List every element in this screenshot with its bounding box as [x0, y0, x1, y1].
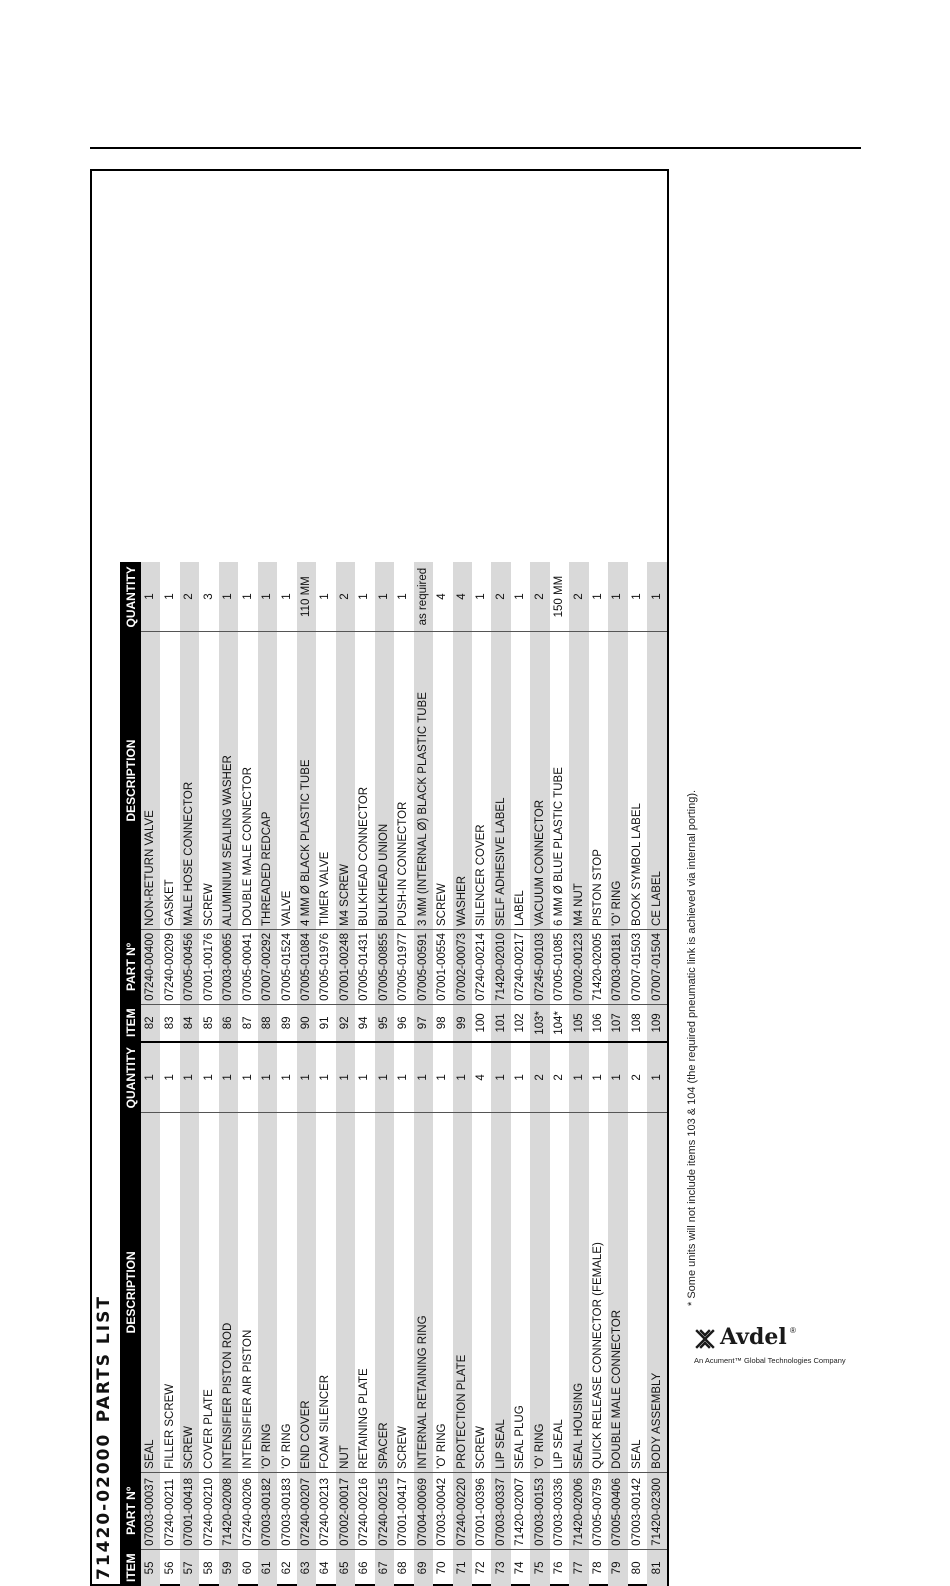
part-number-cell: 07002-00123 [569, 930, 588, 1005]
part-number-cell: 71420-02005 [589, 930, 608, 1005]
table-row [316, 1043, 335, 1586]
part-number-cell: 07005-00591 [414, 930, 433, 1005]
description-cell: BODY ASSEMBLY [647, 1112, 667, 1472]
description-cell: SELF ADHESIVE LABEL [491, 632, 510, 930]
item-cell: 62 [277, 1549, 296, 1586]
item-cell: 92 [336, 1004, 355, 1041]
quantity-cell: 2 [336, 562, 355, 631]
table-row [589, 562, 608, 1041]
table-row [628, 1043, 647, 1586]
part-number-cell: 07240-00211 [160, 1472, 179, 1549]
description-cell: 'O' RING [433, 1112, 452, 1472]
item-cell: 87 [238, 1004, 257, 1041]
item-cell: 109 [647, 1004, 667, 1041]
quantity-cell: 1 [319, 1074, 332, 1081]
part-number-cell: 07001-00418 [180, 1472, 199, 1549]
quantity-cell: 1 [453, 1043, 472, 1112]
quantity-cell: 1 [647, 1043, 667, 1112]
description-cell: SCREW [472, 1112, 491, 1472]
item-cell: 84 [180, 1004, 199, 1041]
part-number-cell: 71420-02008 [219, 1472, 238, 1549]
table-row [277, 562, 296, 1041]
description-cell: TIMER VALVE [316, 632, 335, 930]
item-cell: 100 [472, 1004, 491, 1041]
part-number-cell: 07003-00337 [491, 1472, 510, 1549]
item-cell: 106 [589, 1004, 608, 1041]
description-cell: SILENCER COVER [472, 632, 491, 930]
description-cell: 3 MM (INTERNAL Ø) BLACK PLASTIC TUBE [414, 632, 433, 930]
description-cell: SCREW [394, 1112, 413, 1472]
description-cell: LIP SEAL [550, 1112, 569, 1472]
avdel-cross-icon [694, 1328, 716, 1350]
quantity-cell: 1 [514, 1074, 527, 1081]
quantity-cell: 1 [475, 593, 488, 600]
description-cell: M4 NUT [569, 632, 588, 930]
part-number-cell: 07001-00248 [336, 930, 355, 1005]
table-row [472, 562, 491, 1041]
part-number-cell: 07005-01084 [297, 930, 316, 1005]
quantity-cell: 2 [530, 562, 549, 631]
col-item: ITEM [120, 1549, 141, 1586]
description-cell: BOOK SYMBOL LABEL [628, 632, 647, 930]
description-cell: NUT [336, 1112, 355, 1472]
quantity-cell: 1 [141, 1043, 160, 1112]
item-cell: 65 [336, 1549, 355, 1586]
part-number-cell: 07240-00213 [316, 1472, 335, 1549]
table-header [120, 1043, 141, 1586]
part-number-cell: 07007-00292 [258, 930, 277, 1005]
table-row [511, 562, 530, 1041]
quantity-cell: 1 [592, 593, 605, 600]
description-cell: 'O' RING [258, 1112, 277, 1472]
table-row [336, 1043, 355, 1586]
table-row [375, 562, 394, 1041]
table-row [491, 562, 510, 1041]
brand-logo [694, 1326, 854, 1370]
description-cell: SCREW [180, 1112, 199, 1472]
table-row [569, 562, 588, 1041]
quantity-cell: as required [414, 562, 433, 631]
table-row [297, 562, 316, 1041]
description-cell: INTENSIFIER AIR PISTON [238, 1112, 257, 1472]
part-number-cell: 07001-00554 [433, 930, 452, 1005]
part-number-cell: 07003-00336 [550, 1472, 569, 1549]
part-number-cell: 07001-00417 [394, 1472, 413, 1549]
item-cell: 56 [160, 1549, 179, 1586]
part-number-cell: 07240-00207 [297, 1472, 316, 1549]
description-cell: VALVE [277, 632, 296, 930]
table-row [433, 1043, 452, 1586]
quantity-cell: 1 [258, 1043, 277, 1112]
table-row [258, 562, 277, 1041]
table-row [433, 562, 452, 1041]
item-cell: 86 [219, 1004, 238, 1041]
table-row [550, 562, 569, 1041]
description-cell: SCREW [199, 632, 218, 930]
part-number-cell: 07002-00017 [336, 1472, 355, 1549]
item-cell: 99 [453, 1004, 472, 1041]
item-cell: 75 [530, 1549, 549, 1586]
table-row [160, 562, 179, 1041]
part-number-cell: 07240-00216 [355, 1472, 374, 1549]
table-row [569, 1043, 588, 1586]
item-cell: 64 [316, 1549, 335, 1586]
item-cell: 61 [258, 1549, 277, 1586]
part-number-cell: 07001-00396 [472, 1472, 491, 1549]
item-cell: 78 [589, 1549, 608, 1586]
part-number-cell: 07240-00210 [199, 1472, 218, 1549]
part-number-cell: 07003-00042 [433, 1472, 452, 1549]
quantity-cell: 1 [397, 1074, 410, 1081]
description-cell: MALE HOSE CONNECTOR [180, 632, 199, 930]
item-cell: 72 [472, 1549, 491, 1586]
item-cell: 59 [219, 1549, 238, 1586]
item-cell: 88 [258, 1004, 277, 1041]
item-cell: 57 [180, 1549, 199, 1586]
item-cell: 71 [453, 1549, 472, 1586]
table-row [199, 1043, 218, 1586]
item-cell: 63 [297, 1549, 316, 1586]
description-cell: DOUBLE MALE CONNECTOR [238, 632, 257, 930]
item-cell: 107 [608, 1004, 627, 1041]
page-title [94, 1295, 120, 1580]
item-cell: 70 [433, 1549, 452, 1586]
quantity-cell: 1 [358, 1074, 371, 1081]
table-row [453, 1043, 472, 1586]
col-part: PART Nº [120, 930, 141, 1005]
rows-right [141, 562, 667, 1041]
quantity-cell: 1 [514, 593, 527, 600]
quantity-cell: 2 [630, 1074, 643, 1081]
table-row [238, 562, 257, 1041]
description-cell: INTENSIFIER PISTON ROD [219, 1112, 238, 1472]
description-cell: 'O' RING [608, 632, 627, 930]
description-cell: SEAL HOUSING [569, 1112, 588, 1472]
table-row [316, 562, 335, 1041]
description-cell: SPACER [375, 1112, 394, 1472]
part-number-cell: 07005-01431 [355, 930, 374, 1005]
part-number-cell: 07003-00037 [141, 1472, 160, 1549]
table-row [336, 562, 355, 1041]
quantity-cell: 2 [180, 562, 199, 631]
quantity-cell: 1 [163, 1074, 176, 1081]
quantity-cell: 1 [414, 1043, 433, 1112]
description-cell: FOAM SILENCER [316, 1112, 335, 1472]
part-number-cell: 07003-00142 [628, 1472, 647, 1549]
description-cell: PUSH-IN CONNECTOR [394, 632, 413, 930]
quantity-cell: 1 [241, 1074, 254, 1081]
part-number-cell: 07001-00176 [199, 930, 218, 1005]
description-cell: 4 MM Ø BLACK PLASTIC TUBE [297, 632, 316, 930]
table-row [589, 1043, 608, 1586]
parts-table-right [120, 562, 667, 1041]
part-number-cell: 07240-00400 [141, 930, 160, 1005]
quantity-cell: 2 [530, 1043, 549, 1112]
item-cell: 94 [355, 1004, 374, 1041]
part-number-cell: 07240-00209 [160, 930, 179, 1005]
description-cell: CE LABEL [647, 632, 667, 930]
part-number-cell: 71420-02006 [569, 1472, 588, 1549]
part-number-cell: 07005-01085 [550, 930, 569, 1005]
quantity-cell: 2 [569, 562, 588, 631]
item-cell: 73 [491, 1549, 510, 1586]
table-header [120, 562, 141, 1041]
quantity-cell: 1 [608, 562, 627, 631]
table-row [180, 1043, 199, 1586]
col-description: DESCRIPTION [120, 1112, 141, 1472]
part-number-cell: 07003-00182 [258, 1472, 277, 1549]
part-number-cell: 07003-00153 [530, 1472, 549, 1549]
part-number-cell: 07005-01976 [316, 930, 335, 1005]
col-part: PART Nº [120, 1472, 141, 1549]
quantity-cell: 1 [608, 1043, 627, 1112]
quantity-cell: 1 [647, 562, 667, 631]
description-cell: VACUUM CONNECTOR [530, 632, 549, 930]
item-cell: 60 [238, 1549, 257, 1586]
part-number-cell: 07005-01977 [394, 930, 413, 1005]
table-row [355, 1043, 374, 1586]
part-number-cell: 07245-00103 [530, 930, 549, 1005]
quantity-cell: 1 [180, 1043, 199, 1112]
description-cell: NON-RETURN VALVE [141, 632, 160, 930]
item-cell: 97 [414, 1004, 433, 1041]
table-row [453, 562, 472, 1041]
item-cell: 55 [141, 1549, 160, 1586]
part-number-cell: 07240-00206 [238, 1472, 257, 1549]
item-cell: 77 [569, 1549, 588, 1586]
quantity-cell: 1 [319, 593, 332, 600]
item-cell: 105 [569, 1004, 588, 1041]
item-cell: 103* [530, 1004, 549, 1041]
part-number-cell: 07005-00041 [238, 930, 257, 1005]
part-number-cell: 71420-02010 [491, 930, 510, 1005]
item-cell: 68 [394, 1549, 413, 1586]
description-cell: M4 SCREW [336, 632, 355, 930]
part-number-cell: 07003-00065 [219, 930, 238, 1005]
description-cell: RETAINING PLATE [355, 1112, 374, 1472]
part-number-cell: 71420-02007 [511, 1472, 530, 1549]
item-cell: 96 [394, 1004, 413, 1041]
table-row [355, 562, 374, 1041]
description-cell: LIP SEAL [491, 1112, 510, 1472]
description-cell: END COVER [297, 1112, 316, 1472]
description-cell: QUICK RELEASE CONNECTOR (FEMALE) [589, 1112, 608, 1472]
part-number-cell: 07240-00220 [453, 1472, 472, 1549]
quantity-cell: 1 [219, 562, 238, 631]
quantity-cell: 1 [280, 1074, 293, 1081]
part-number-cell: 07005-01524 [277, 930, 296, 1005]
description-cell: SEAL PLUG [511, 1112, 530, 1472]
part-number-cell: 07240-00217 [511, 930, 530, 1005]
quantity-cell: 150 MM [553, 575, 566, 618]
table-row [550, 1043, 569, 1586]
part-number-cell: 07003-00183 [277, 1472, 296, 1549]
table-row [141, 562, 160, 1041]
quantity-cell: 1 [592, 1074, 605, 1081]
table-row [511, 1043, 530, 1586]
quantity-cell: 1 [375, 1043, 394, 1112]
part-number-cell: 07004-00069 [414, 1472, 433, 1549]
table-row [375, 1043, 394, 1586]
part-number-cell: 07005-00855 [375, 930, 394, 1005]
description-cell: PISTON STOP [589, 632, 608, 930]
description-cell: 6 MM Ø BLUE PLASTIC TUBE [550, 632, 569, 930]
part-number-cell: 07002-00073 [453, 930, 472, 1005]
item-cell: 82 [141, 1004, 160, 1041]
part-number-cell: 07007-01503 [628, 930, 647, 1005]
quantity-cell: 2 [491, 562, 510, 631]
description-cell: THREADED REDCAP [258, 632, 277, 930]
rows-left [141, 1043, 667, 1586]
description-cell: ALUMINIUM SEALING WASHER [219, 632, 238, 930]
table-row [394, 1043, 413, 1586]
quantity-cell: 1 [219, 1043, 238, 1112]
part-number-cell: 07240-00215 [375, 1472, 394, 1549]
table-row [141, 1043, 160, 1586]
table-row [472, 1043, 491, 1586]
item-cell: 90 [297, 1004, 316, 1041]
item-cell: 58 [199, 1549, 218, 1586]
description-cell: SEAL [628, 1112, 647, 1472]
quantity-cell: 1 [202, 1074, 215, 1081]
col-description: DESCRIPTION [120, 632, 141, 930]
part-number-cell: 07007-01504 [647, 930, 667, 1005]
table-row [394, 562, 413, 1041]
table-row [530, 562, 549, 1041]
item-cell: 66 [355, 1549, 374, 1586]
description-cell: BULKHEAD UNION [375, 632, 394, 930]
quantity-cell: 110 MM [297, 562, 316, 631]
item-cell: 102 [511, 1004, 530, 1041]
logo-name: Avdel [720, 1324, 787, 1350]
table-row [258, 1043, 277, 1586]
title-text: PARTS LIST [94, 1295, 114, 1423]
item-cell: 104* [550, 1004, 569, 1041]
top-rule [90, 147, 861, 149]
item-cell: 91 [316, 1004, 335, 1041]
table-row [277, 1043, 296, 1586]
part-number-cell: 07003-00181 [608, 930, 627, 1005]
item-cell: 95 [375, 1004, 394, 1041]
item-cell: 69 [414, 1549, 433, 1586]
description-cell: FILLER SCREW [160, 1112, 179, 1472]
quantity-cell: 4 [436, 593, 449, 600]
table-row [647, 1043, 667, 1586]
item-cell: 79 [608, 1549, 627, 1586]
item-cell: 76 [550, 1549, 569, 1586]
parts-list-rotated [90, 169, 669, 1586]
item-cell: 81 [647, 1549, 667, 1586]
item-cell: 101 [491, 1004, 510, 1041]
quantity-cell: 1 [436, 1074, 449, 1081]
col-quantity: QUANTITY [120, 1043, 141, 1112]
part-number-cell: 07240-00214 [472, 930, 491, 1005]
title-number: 71420-02000 [94, 1432, 114, 1580]
description-cell: LABEL [511, 632, 530, 930]
description-cell: GASKET [160, 632, 179, 930]
item-cell: 108 [628, 1004, 647, 1041]
quantity-cell: 1 [280, 593, 293, 600]
table-row [199, 562, 218, 1041]
table-row [219, 1043, 238, 1586]
part-number-cell: 71420-02300 [647, 1472, 667, 1549]
description-cell: INTERNAL RETAINING RING [414, 1112, 433, 1472]
item-cell: 80 [628, 1549, 647, 1586]
description-cell: 'O' RING [530, 1112, 549, 1472]
quantity-cell: 1 [258, 562, 277, 631]
quantity-cell: 1 [375, 562, 394, 631]
quantity-cell: 4 [475, 1074, 488, 1081]
table-divider [120, 1041, 667, 1043]
tables-wrapper [120, 169, 667, 1586]
quantity-cell: 1 [358, 593, 371, 600]
quantity-cell: 1 [297, 1043, 316, 1112]
logo-tagline: An Acument™ Global Technologies Company [694, 1356, 846, 1365]
part-number-cell: 07005-00406 [608, 1472, 627, 1549]
description-cell: 'O' RING [277, 1112, 296, 1472]
description-cell: COVER PLATE [199, 1112, 218, 1472]
quantity-cell: 1 [491, 1043, 510, 1112]
parts-table-left [120, 1043, 667, 1586]
table-row [491, 1043, 510, 1586]
logo-registered: ® [790, 1326, 796, 1335]
item-cell: 98 [433, 1004, 452, 1041]
quantity-cell: 2 [553, 1074, 566, 1081]
item-cell: 83 [160, 1004, 179, 1041]
table-row [530, 1043, 549, 1586]
description-cell: PROTECTION PLATE [453, 1112, 472, 1472]
quantity-cell: 4 [453, 562, 472, 631]
table-row [414, 1043, 433, 1586]
table-row [647, 562, 667, 1041]
quantity-cell: 1 [241, 593, 254, 600]
part-number-cell: 07005-00456 [180, 930, 199, 1005]
footnote: * Some units will not include items 103 & 104 (the required pneumatic link is achieved via internal porting). [686, 789, 698, 1306]
quantity-cell: 1 [336, 1043, 355, 1112]
table-row [160, 1043, 179, 1586]
item-cell: 74 [511, 1549, 530, 1586]
item-cell: 85 [199, 1004, 218, 1041]
col-quantity: QUANTITY [120, 562, 141, 631]
table-row [238, 1043, 257, 1586]
quantity-cell: 3 [202, 593, 215, 600]
table-row [219, 562, 238, 1041]
description-cell: WASHER [453, 632, 472, 930]
description-cell: DOUBLE MALE CONNECTOR [608, 1112, 627, 1472]
quantity-cell: 1 [630, 593, 643, 600]
quantity-cell: 1 [397, 593, 410, 600]
description-cell: BULKHEAD CONNECTOR [355, 632, 374, 930]
quantity-cell: 1 [163, 593, 176, 600]
item-cell: 67 [375, 1549, 394, 1586]
table-row [180, 562, 199, 1041]
table-row [297, 1043, 316, 1586]
quantity-cell: 1 [141, 562, 160, 631]
table-row [414, 562, 433, 1041]
table-row [628, 562, 647, 1041]
table-row [608, 562, 627, 1041]
description-cell: SEAL [141, 1112, 160, 1472]
part-number-cell: 07005-00759 [589, 1472, 608, 1549]
table-row [608, 1043, 627, 1586]
quantity-cell: 1 [569, 1043, 588, 1112]
col-item: ITEM [120, 1004, 141, 1041]
description-cell: SCREW [433, 632, 452, 930]
item-cell: 89 [277, 1004, 296, 1041]
